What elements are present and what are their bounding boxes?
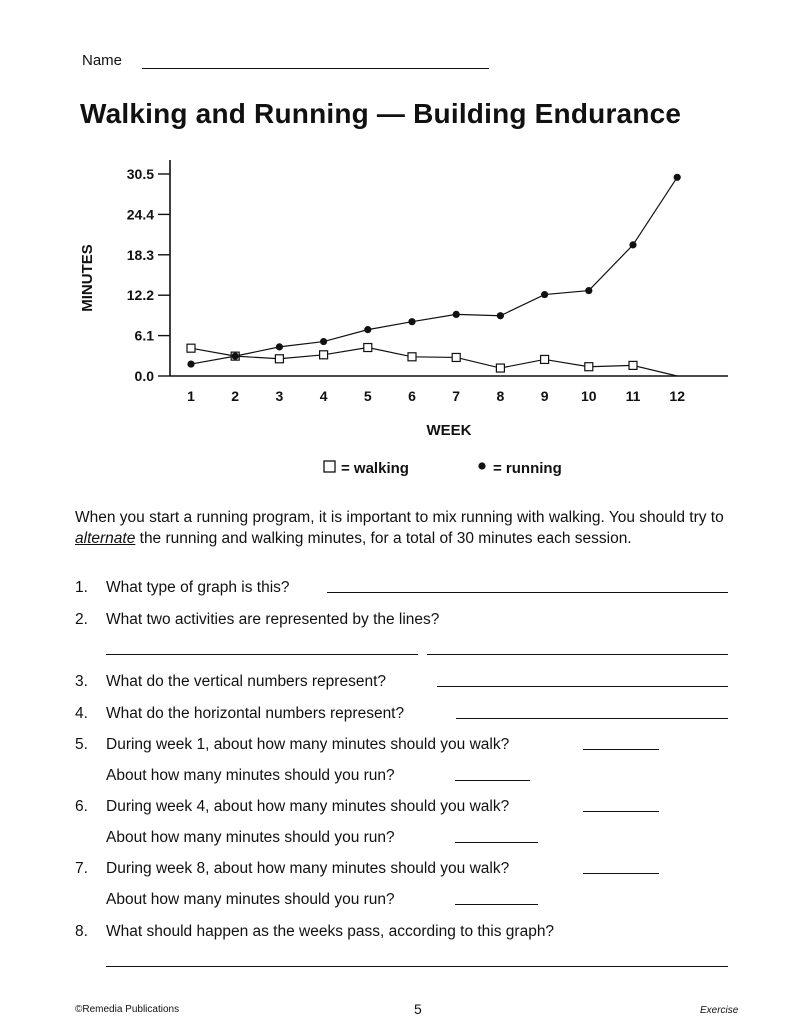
x-tick-label: 4 [319,388,328,404]
running-point [453,311,460,318]
question-4-answer-line[interactable] [456,718,728,719]
question-4-text: What do the horizontal numbers represent? [106,705,405,722]
running-point [187,360,194,367]
question-6-subtext: About how many minutes should you run? [106,829,395,846]
intro-text-1: When you start a running program, it is important to mix running with walking. You should try to [75,509,724,526]
question-7-run-answer-line[interactable] [455,904,538,905]
legend-walking-label: = walking [341,460,409,477]
running-series-line [191,177,677,364]
question-7-subtext: About how many minutes should you run? [106,891,395,908]
question-6-number: 6. [75,798,88,815]
running-point [497,312,504,319]
x-tick-label: 7 [452,388,461,404]
walking-point [275,355,283,363]
intro-emphasis: alternate [75,530,136,547]
page-title: Walking and Running — Building Endurance [80,98,682,129]
question-4-number: 4. [75,705,88,722]
walking-point [408,353,416,361]
question-2-answer-line-2[interactable] [427,654,728,655]
walking-point [629,361,637,369]
y-tick-label: 30.5 [126,166,154,182]
y-tick-label: 24.4 [126,206,154,223]
name-label: Name [82,52,123,69]
question-6-walk-answer-line[interactable] [583,811,659,812]
running-point [541,291,548,298]
running-point [674,174,681,181]
question-8-number: 8. [75,923,88,940]
footer-label: Exercise [700,1005,739,1016]
walking-series-line [191,348,677,376]
question-2-answer-line-1[interactable] [106,654,418,655]
running-point [232,353,239,360]
running-point [364,326,371,333]
running-point [408,318,415,325]
x-axis-title: WEEK [426,422,472,439]
question-6-text: During week 4, about how many minutes should you walk? [106,798,510,815]
question-3-number: 3. [75,673,88,690]
x-tick-label: 10 [581,388,597,404]
question-1-number: 1. [75,579,88,596]
x-tick-label: 8 [496,388,505,404]
x-tick-label: 5 [363,388,372,404]
y-tick-label: 6.1 [134,327,154,344]
running-point [629,241,636,248]
y-tick-label: 12.2 [126,287,154,304]
footer-page-number: 5 [414,1001,422,1017]
walking-point [541,355,549,363]
question-1-answer-line[interactable] [327,592,728,593]
question-3-text: What do the vertical numbers represent? [106,673,386,690]
x-tick-label: 1 [187,388,195,404]
question-3-answer-line[interactable] [437,686,728,687]
running-point [276,343,283,350]
walking-point [364,344,372,352]
x-tick-label: 9 [540,388,549,404]
walking-point [187,344,195,352]
walking-point [320,351,328,359]
question-1-text: What type of graph is this? [106,579,290,596]
question-5-run-answer-line[interactable] [455,780,530,781]
x-tick-label: 3 [275,388,284,404]
question-5-walk-answer-line[interactable] [583,749,659,750]
question-7-walk-answer-line[interactable] [583,873,659,874]
question-2-number: 2. [75,611,88,628]
walking-point [452,353,460,361]
question-2-text: What two activities are represented by the lines? [106,611,440,628]
running-point [320,338,327,345]
question-5-number: 5. [75,736,88,753]
question-8-text: What should happen as the weeks pass, according to this graph? [106,923,555,940]
y-tick-label: 18.3 [126,246,154,263]
walking-point [585,363,593,371]
y-axis-title: MINUTES [79,244,96,312]
legend-walking-marker [324,461,335,472]
x-tick-label: 2 [231,388,240,404]
legend-running-label: = running [493,460,562,477]
question-7-text: During week 8, about how many minutes should you walk? [106,860,510,877]
intro-text-2: the running and walking minutes, for a total of 30 minutes each session. [135,530,632,547]
x-tick-label: 12 [669,388,685,404]
line-chart [0,0,800,490]
y-tick-label: 0.0 [134,368,154,384]
legend-running-marker [478,462,485,469]
running-point [585,287,592,294]
footer-publisher: ©Remedia Publications [75,1004,180,1015]
question-7-number: 7. [75,860,88,877]
question-6-run-answer-line[interactable] [455,842,538,843]
intro-paragraph [75,507,735,549]
question-8-answer-line[interactable] [106,966,728,967]
x-tick-label: 11 [625,388,641,404]
walking-point [496,364,504,372]
question-5-text: During week 1, about how many minutes should you walk? [106,736,510,753]
x-tick-label: 6 [408,388,416,404]
question-5-subtext: About how many minutes should you run? [106,767,395,784]
